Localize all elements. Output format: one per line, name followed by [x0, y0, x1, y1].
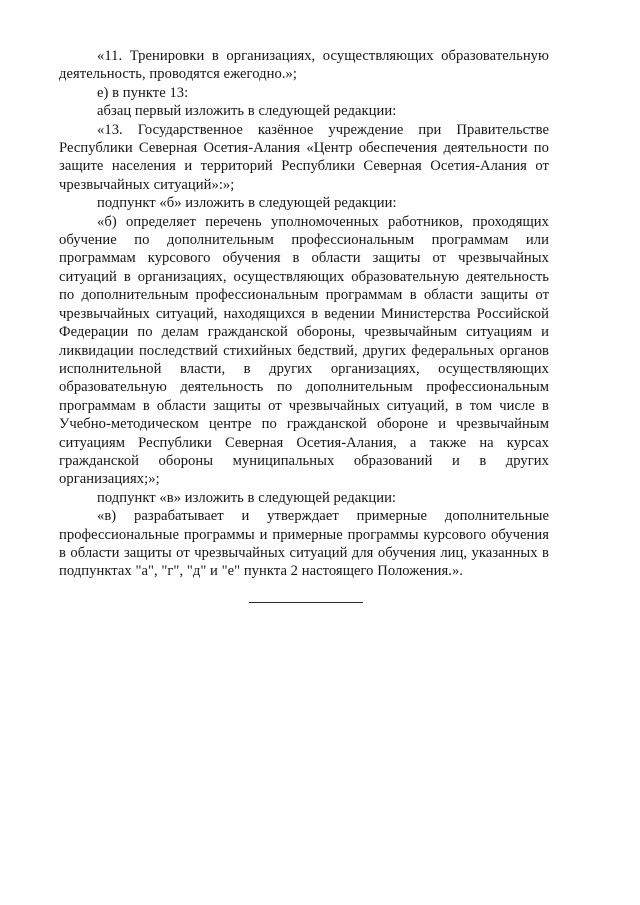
paragraph-subitem-v-heading: подпункт «в» изложить в следующей редакции:	[97, 489, 397, 506]
paragraph-first-abzac: абзац первый изложить в следующей редакции:	[97, 103, 397, 120]
document-body	[59, 47, 549, 581]
end-of-document-rule	[249, 602, 363, 603]
paragraph-subitem-b: «б) определяет перечень уполномоченных работников, проходящих обучение по дополнительным профессиональным программам или программам курсового обучения в области защиты от чрезвычайных ситуаций в организациях, осуществляющих образовательную деятельность по дополнительным профессиональным программам в области защиты от чрезвычайных ситуаций, находящихся в ведении Министерства Российской Федерации по делам гражданской обороны, чрезвычайным ситуациям и ликвидации последствий стихийных бедствий, других федеральных органов исполнительной власти, в других организациях, осуществляющих образовательную деятельность по дополнительным профессиональным программам в области защиты от чрезвычайных ситуаций, в том числе в Учебно-методическом центре по гражданской обороне и чрезвычайным ситуациям Республики Северная Осетия-Алания, а также на курсах гражданской обороны муниципальных образований и в других организациях;»;	[59, 213, 549, 488]
paragraph-training: «11. Тренировки в организациях, осуществляющих образовательную деятельность, проводятся ежегодно.»;	[59, 48, 549, 83]
paragraph-subitem-b-heading: подпункт «б» изложить в следующей редакции:	[97, 195, 397, 212]
paragraph-subitem-v: «в) разрабатывает и утверждает примерные дополнительные профессиональные программы и примерные программы курсового обучения в области защиты от чрезвычайных ситуаций для обучения лиц, указанных в подпунктах "а", "г", "д" и "е" пункта 2 настоящего Положения.».	[59, 508, 549, 580]
paragraph-item-e: е) в пункте 13:	[97, 84, 189, 101]
paragraph-item-13: «13. Государственное казённое учреждение при Правительстве Республики Северная Осетия-Алания «Центр обеспечения деятельности по защите населения и территорий Республики Северная Осетия-Алания от чрезвычайных ситуаций»:»;	[59, 121, 549, 193]
